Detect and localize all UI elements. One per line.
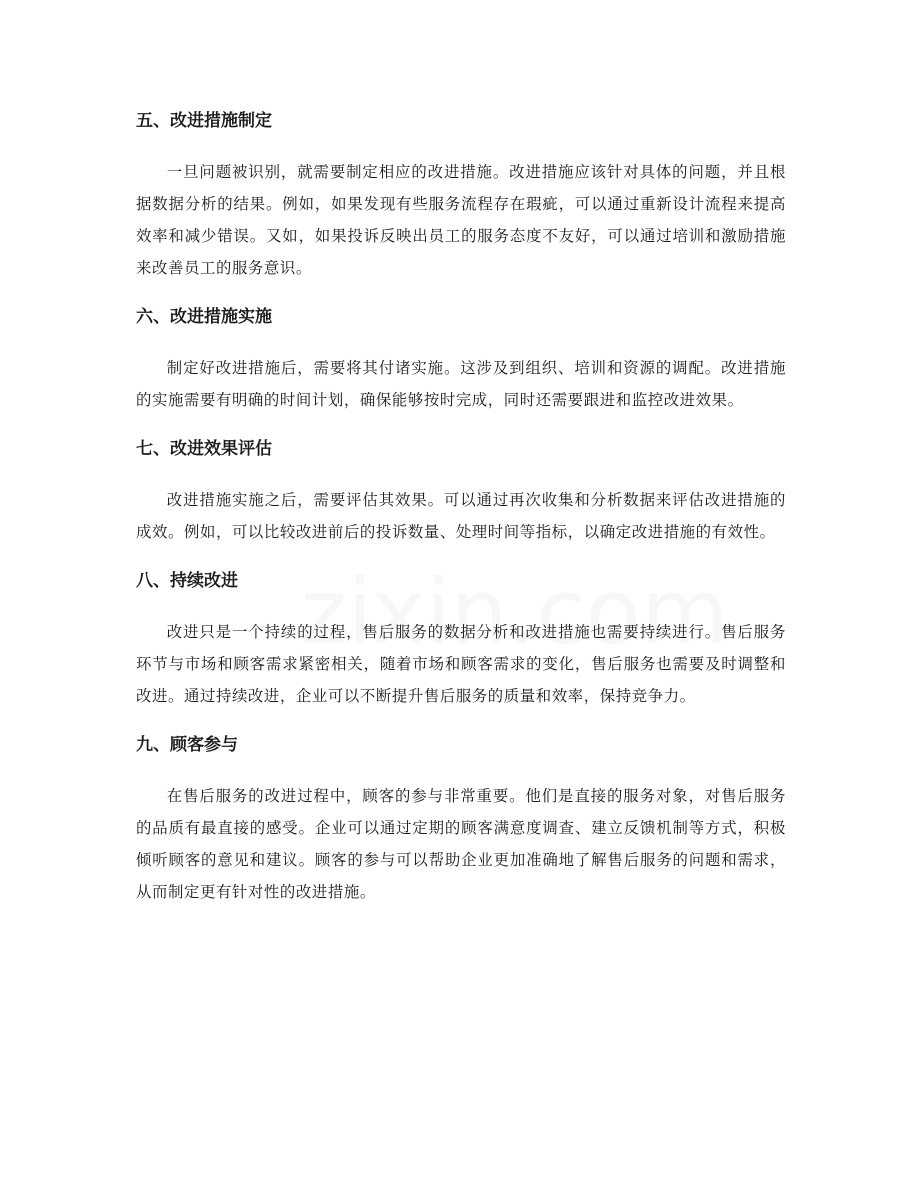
section-paragraph: 制定好改进措施后，需要将其付诸实施。这涉及到组织、培训和资源的调配。改进措施的实施需要有明确的时间计划，确保能够按时完成，同时还需要跟进和监控改进效果。	[136, 359, 786, 409]
section-title: 九、顾客参与	[136, 735, 238, 755]
section-title: 五、改进措施制定	[136, 111, 272, 131]
section-effect-evaluation	[136, 434, 786, 548]
document-content	[136, 106, 786, 926]
section-paragraph: 一旦问题被识别，就需要制定相应的改进措施。改进措施应该针对具体的问题，并且根据数据分析的结果。例如，如果发现有些服务流程存在瑕疵，可以通过重新设计流程来提高效率和减少错误。又如，如果投诉反映出员工的服务态度不友好，可以通过培训和激励措施来改善员工的服务意识。	[136, 163, 786, 277]
section-improvement-implementation	[136, 302, 786, 416]
section-continuous-improvement	[136, 566, 786, 712]
section-paragraph: 改进只是一个持续的过程，售后服务的数据分析和改进措施也需要持续进行。售后服务环节与市场和顾客需求紧密相关，随着市场和顾客需求的变化，售后服务也需要及时调整和改进。通过持续改进，企业可以不断提升售后服务的质量和效率，保持竞争力。	[136, 623, 786, 705]
section-customer-participation	[136, 730, 786, 908]
section-improvement-planning	[136, 106, 786, 284]
section-paragraph: 改进措施实施之后，需要评估其效果。可以通过再次收集和分析数据来评估改进措施的成效。例如，可以比较改进前后的投诉数量、处理时间等指标，以确定改进措施的有效性。	[136, 491, 786, 541]
section-title: 六、改进措施实施	[136, 307, 272, 327]
section-title: 八、持续改进	[136, 571, 238, 591]
section-title: 七、改进效果评估	[136, 439, 272, 459]
section-paragraph: 在售后服务的改进过程中，顾客的参与非常重要。他们是直接的服务对象，对售后服务的品质有最直接的感受。企业可以通过定期的顾客满意度调查、建立反馈机制等方式，积极倾听顾客的意见和建议。顾客的参与可以帮助企业更加准确地了解售后服务的问题和需求，从而制定更有针对性的改进措施。	[136, 787, 786, 901]
